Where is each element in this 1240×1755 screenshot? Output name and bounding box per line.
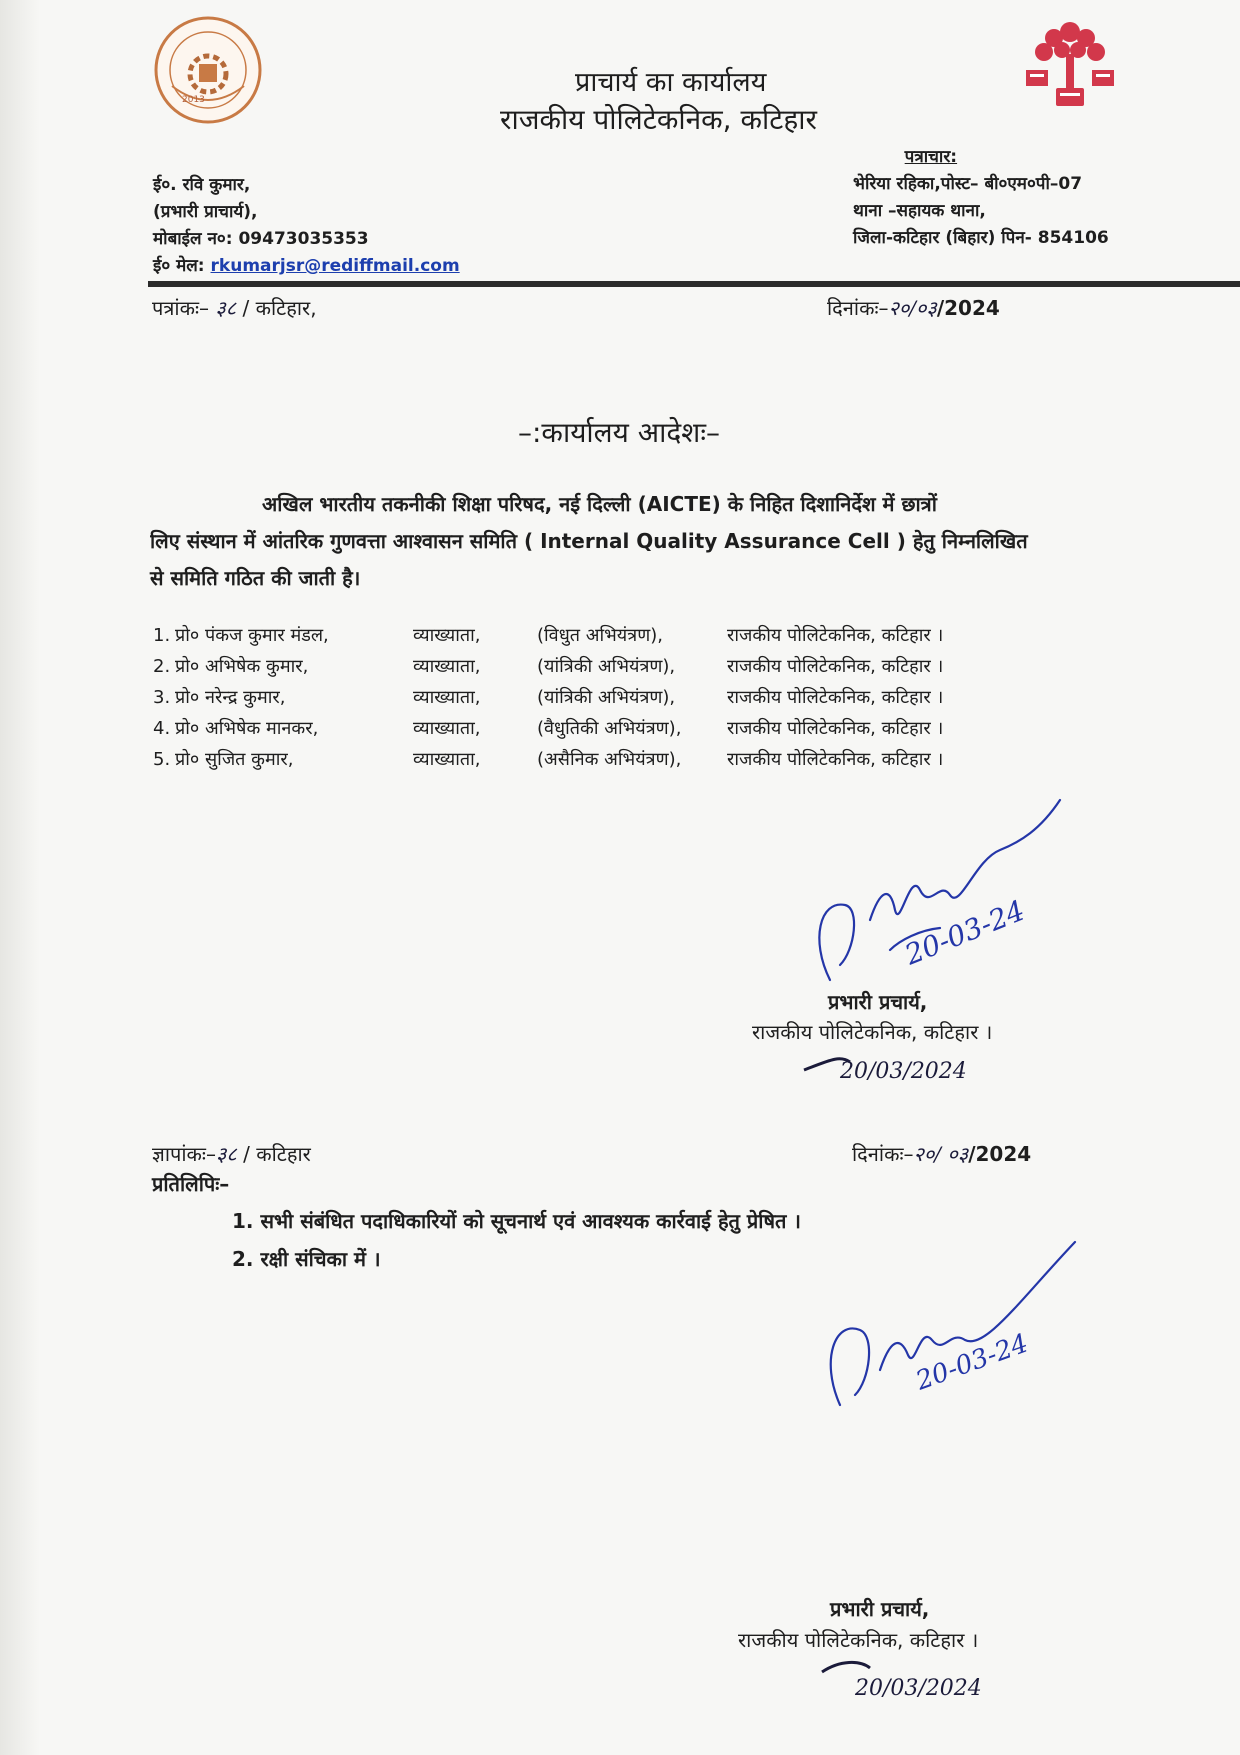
copy-to-label: प्रतिलिपिः– [152, 1172, 230, 1196]
address-line1: भेरिया रहिका,पोस्ट– बी०एम०पी–07 [853, 174, 1083, 194]
copy-to-list [232, 1202, 801, 1278]
list-item: 1. सभी संबंधित पदाधिकारियों को सूचनार्थ एवं आवश्यक कार्रवाई हेतु प्रेषित । [232, 1209, 801, 1233]
sender-email: ई० मेल: rkumarjsr@rediffmail.com [153, 256, 460, 276]
list-item: 2. प्रो० अभिषेक कुमार, व्याख्याता, (यांत्रिकी अभियंत्रण), राजकीय पोलिटेकनिक, कटिहार । [153, 656, 944, 677]
list-item: 5. प्रो० सुजित कुमार, व्याख्याता, (असैनिक अभियंत्रण), राजकीय पोलिटेकनिक, कटिहार । [153, 749, 944, 770]
initial-stamp-1 [800, 1040, 1070, 1090]
address-line3: जिला-कटिहार (बिहार) पिन- 854106 [853, 228, 1109, 248]
sender-mobile: मोबाईल न०: 09473035353 [153, 229, 369, 249]
list-item: 2. रक्षी संचिका में । [232, 1247, 381, 1271]
office-order-heading: –:कार्यालय आदेशः– [518, 416, 720, 449]
svg-text:20-03-24: 20-03-24 [912, 1328, 1033, 1397]
signatory-institution-2: राजकीय पोलिटेकनिक, कटिहार । [738, 1628, 979, 1652]
letter-reference: पत्रांकः– ३८ / कटिहार, [152, 296, 317, 320]
list-item: 4. प्रो० अभिषेक मानकर, व्याख्याता, (वैधुतिकी अभियंत्रण), राजकीय पोलिटेकनिक, कटिहार । [153, 718, 944, 739]
memo-reference: ज्ञापांकः–३८ / कटिहार [152, 1142, 311, 1166]
header-divider [148, 281, 1240, 287]
order-paragraph: अखिल भारतीय तकनीकी शिक्षा परिषद, नई दिल्ली (AICTE) के निहित दिशानिर्देश में छात्रों लिए संस्थान में आंतरिक गुणवत्ता आश्वासन समिति ( Internal Quality Assurance Cell ) हेतु निम्नलिखित से समिति गठित की जाती है। [150, 492, 1028, 590]
signatory-designation-1: प्रभारी प्रचार्य, [828, 990, 928, 1014]
committee-member-list [153, 620, 943, 775]
list-item: 1. प्रो० पंकज कुमार मंडल, व्याख्याता, (विधुत अभियंत्रण), राजकीय पोलिटेकनिक, कटिहार । [153, 625, 944, 646]
signatory-institution-1: राजकीय पोलिटेकनिक, कटिहार । [752, 1020, 993, 1044]
signature-2 [820, 1240, 1080, 1410]
sender-name: ई०. रवि कुमार, [153, 175, 251, 195]
polytechnic-logo [152, 14, 264, 126]
scan-edge-shadow [0, 0, 40, 1755]
address-heading: पत्राचार: [904, 147, 958, 167]
svg-text:20/03/2024: 20/03/2024 [840, 1059, 967, 1084]
state-emblem-logo [1020, 14, 1120, 114]
institution-title: राजकीय पोलिटेकनिक, कटिहार [500, 103, 817, 136]
memo-date: दिनांकः–२०/ ०३/2024 [852, 1142, 1032, 1166]
svg-text:20/03/2024: 20/03/2024 [855, 1676, 982, 1701]
initial-stamp-2 [800, 1650, 1070, 1710]
address-line2: थाना –सहायक थाना, [853, 201, 986, 221]
sender-block [153, 172, 460, 280]
svg-text:20-03-24: 20-03-24 [900, 893, 1030, 972]
letter-date: दिनांकः–२०/०३/2024 [827, 296, 1000, 320]
correspondence-address [853, 144, 1109, 252]
list-item: 3. प्रो० नरेन्द्र कुमार, व्याख्याता, (यांत्रिकी अभियंत्रण), राजकीय पोलिटेकनिक, कटिहार । [153, 687, 944, 708]
logo-year: 2013 [182, 95, 205, 105]
email-link[interactable]: rkumarjsr@rediffmail.com [210, 256, 460, 276]
signature-1 [800, 790, 1070, 990]
signatory-designation-2: प्रभारी प्रचार्य, [830, 1597, 930, 1621]
office-title: प्राचार्य का कार्यालय [575, 67, 767, 98]
sender-designation: (प्रभारी प्राचार्य), [153, 202, 258, 222]
